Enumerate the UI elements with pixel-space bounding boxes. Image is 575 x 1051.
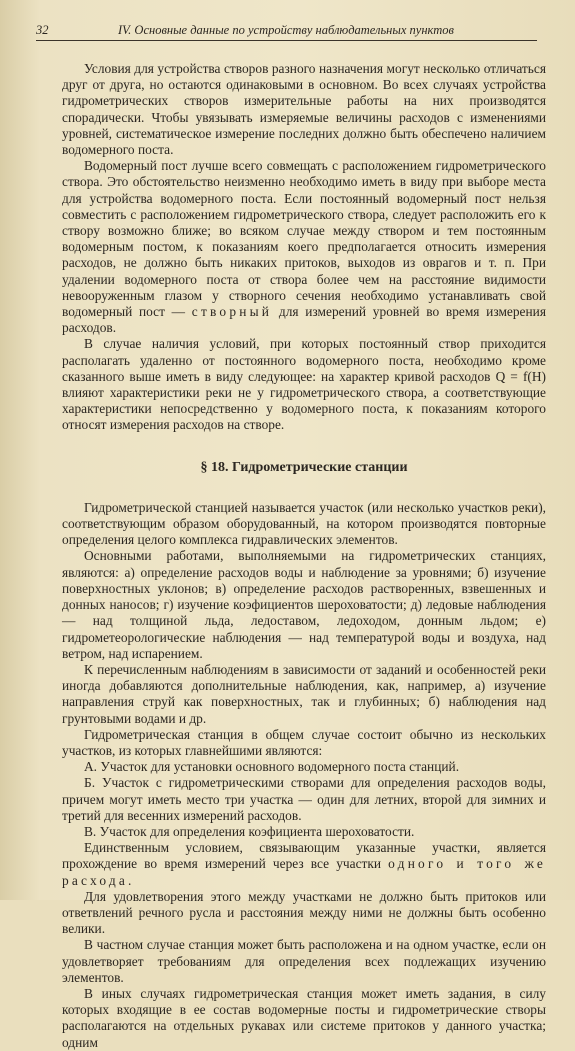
page-number: 32 bbox=[36, 23, 49, 37]
running-title: IV. Основные данные по устройству наблюдательных пунктов bbox=[118, 23, 454, 37]
paragraph: Для удовлетворения этого между участками не должно быть притоков или ответвлений речного русла и расстояния между ними не должны быть особенно велики. bbox=[62, 888, 546, 937]
list-item: В. Участок для определения коэфициента шероховатости. bbox=[84, 823, 415, 839]
paragraph: Основными работами, выполняемыми на гидрометрических станциях, являются: а) определение расходов воды и наблюдение за уровнями; б) изучение поверхностных уклонов; в) определение расходов растворенных, взвешенных и донных наносов; г) изучение коэфициентов шероховатости; д) ледовые наблюдения — над толщиной льда, ледоставом, ледоходом, донным льдом; е) гидрометеорологические наблюдения — над температурой воды и воздуха, над ветром, над испарением. bbox=[62, 548, 546, 661]
paragraph: Гидрометрической станцией называется участок (или несколько участков реки), соответствующим образом оборудованный, на котором производятся повторные определения целого комплекса гидравлических элементов. bbox=[62, 499, 546, 548]
paragraph: Гидрометрическая станция в общем случае состоит обычно из нескольких участков, из которых главнейшими являются: bbox=[62, 726, 546, 758]
paragraph-text: для измерений уровней во время измерения расходов. bbox=[62, 304, 546, 336]
paragraph-text: Водомерный пост лучше всего совмещать с расположением гидрометрического створа. Это обстоятельство неизменно необходимо иметь в виду при выборе места для устройства водомерного поста. Если постоянный водомерный пост нельзя совместить с расположением гидрометрического створа, следует расположить его к створу возможно ближе; во всяком случае между створом и тем постоянным водомерным постом, к показаниям коего предполагается относить измерения расходов, не должно быть никаких притоков, выходов из оврагов и т. п. При удалении водомерного поста от створа более чем на расстояние видимости невооруженным глазом у створного сечения необходимо устанавливать свой водомерный пост — bbox=[62, 158, 546, 320]
list-item: Б. Участок с гидрометрическими створами для определения расходов воды, причем могут иметь место три участка — один для летних, второй для зимних и третий для весенних измерений расходов. bbox=[62, 775, 546, 823]
running-header bbox=[36, 22, 537, 41]
paragraph bbox=[62, 158, 546, 336]
section-heading: § 18. Гидрометрические станции bbox=[200, 459, 408, 475]
paragraph: Условия для устройства створов разного назначения могут несколько отличаться друг от друга, но остаются одинаковыми в основном. Во всех случаях устройства гидрометрических створов измерительные работы на них производятся спорадически. Чтобы увязывать измеряемые величины расходов с изменениями уровней, систематическое измерение последних должно быть обеспечено наличием водомерного поста. bbox=[62, 61, 546, 158]
paragraph: К перечисленным наблюдениям в зависимости от заданий и особенностей реки иногда добавляются дополнительные наблюдения, как, например, а) изучение направления струй как поверхностных, так и глубинных; б) наблюдения над грунтовыми водами и др. bbox=[62, 661, 546, 726]
paragraph: В случае наличия условий, при которых постоянный створ приходится располагать удаленно от постоянного водомерного поста, необходимо кроме сказанного выше иметь в виду следующее: на характер кривой расходов Q = f(H) влияют характеристики реки не у гидрометрического створа, а соответствующие характеристики непосредственно у водомерного поста, к показаниям которого относят измерения расходов на створе. bbox=[62, 336, 546, 433]
list-item: А. Участок для установки основного водомерного поста станций. bbox=[84, 759, 460, 775]
page-body bbox=[62, 61, 546, 1051]
emphasis-spaced: одного и того же расхода. bbox=[62, 856, 546, 888]
paragraph-text: Единственным условием, связывающим указанные участки, является прохождение во время измерений через все участки bbox=[62, 840, 546, 872]
paragraph bbox=[62, 840, 546, 889]
paragraph: В иных случаях гидрометрическая станция может иметь задания, в силу которых входящие в ее состав водомерные посты и гидрометрические створы располагаются на отдельных рукавах или системе притоков у данного участка; одним bbox=[62, 985, 546, 1050]
paragraph: В частном случае станция может быть расположена и на одном участке, если он удовлетворяет требованиям для определения всех подлежащих изучению элементов. bbox=[62, 937, 546, 985]
emphasis-spaced: створный bbox=[191, 304, 273, 320]
